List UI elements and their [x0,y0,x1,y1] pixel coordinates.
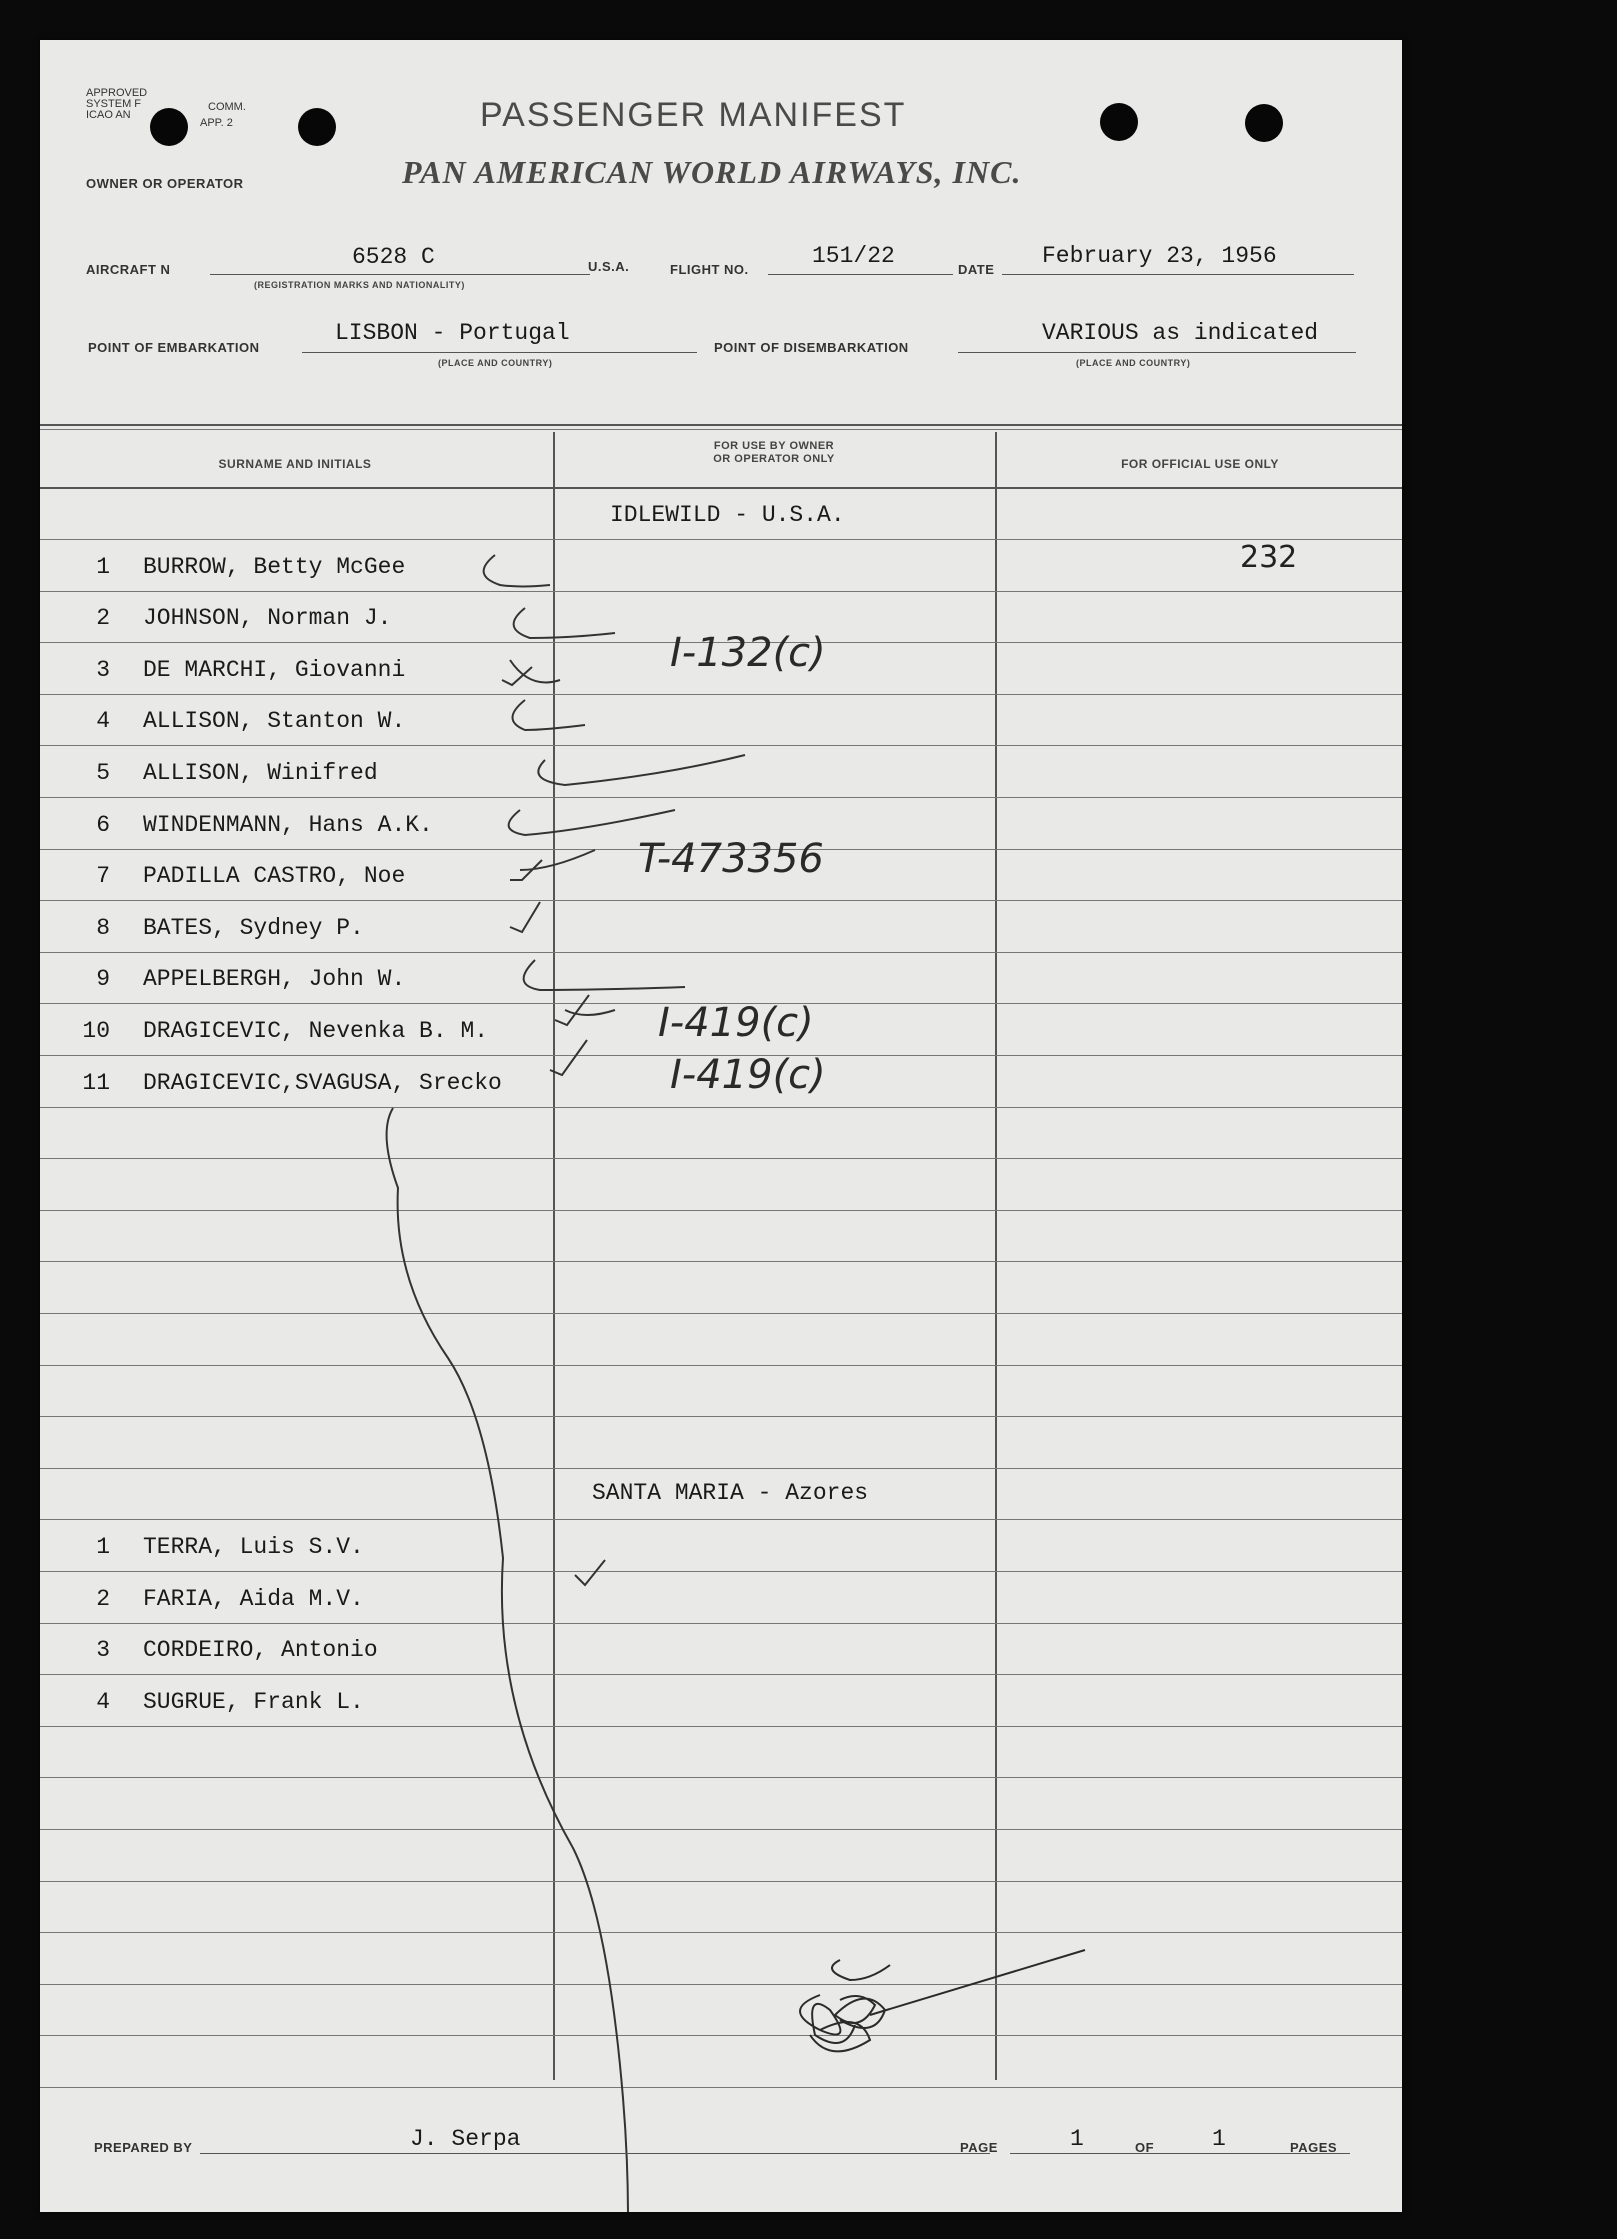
passenger-number: 4 [96,708,110,735]
approval-note-partial: COMM. [208,101,246,113]
airline-name: PAN AMERICAN WORLD AIRWAYS, INC. [402,154,1022,190]
passenger-name: PADILLA CASTRO, Noe [143,863,406,890]
prepared-by: J. Serpa [410,2126,521,2152]
passenger-name: BATES, Sydney P. [143,914,364,941]
passenger-number: 3 [96,1637,110,1664]
pen-marks [40,40,1402,2212]
col-official: FOR OFFICIAL USE ONLY [1121,457,1279,471]
passenger-name: JOHNSON, Norman J. [143,605,392,632]
passenger-number: 1 [96,553,110,580]
passenger-number: 5 [96,760,110,786]
passenger-name: ALLISON, Winifred [143,760,378,786]
owner-label: OWNER OR OPERATOR [86,176,244,191]
passenger-name: ALLISON, Stanton W. [143,708,406,735]
manifest-page [40,40,1402,2212]
date-label: DATE [958,262,995,277]
passenger-number: 3 [96,656,110,683]
passenger-name: APPELBERGH, John W. [143,966,406,993]
page-title: PASSENGER MANIFEST [480,96,907,134]
nationality: U.S.A. [588,259,630,274]
passenger-name: FARIA, Aida M.V. [143,1585,364,1612]
prepared-label: PREPARED BY [94,2140,193,2155]
passenger-number: 7 [96,863,110,890]
flight-label: FLIGHT NO. [670,262,749,277]
handwritten-note-row3: I-132(c) [670,630,826,676]
passenger-number: 9 [96,966,110,993]
passenger-number: 11 [82,1069,110,1096]
passenger-name: TERRA, Luis S.V. [143,1534,364,1560]
passenger-number: 6 [96,811,110,838]
of-label: OF [1135,2140,1155,2155]
aircraft-registration: 6528 C [352,244,435,270]
col-owner-use: FOR USE BY OWNER OR OPERATOR ONLY [713,440,835,465]
disembarkation-label: POINT OF DISEMBARKATION [714,340,909,355]
pages-label: PAGES [1290,2140,1338,2155]
passenger-name: CORDEIRO, Antonio [143,1637,378,1664]
handwritten-note-row11: I-419(c) [670,1052,826,1098]
aircraft-label: AIRCRAFT N [86,262,171,277]
col-surname: SURNAME AND INITIALS [218,457,372,471]
passenger-number: 10 [82,1018,110,1044]
section-destination-idlewild: IDLEWILD - U.S.A. [610,502,845,528]
embarkation-point: LISBON - Portugal [335,320,570,346]
page-label: PAGE [960,2140,998,2155]
disembarkation-point: VARIOUS as indicated [1042,320,1319,346]
passenger-number: 4 [96,1688,110,1715]
embarkation-sub: (PLACE AND COUNTRY) [438,358,553,368]
flight-number: 151/22 [812,243,895,269]
passenger-name: DRAGICEVIC,SVAGUSA, Srecko [143,1069,502,1096]
signature-scribble [800,1950,1085,2051]
aircraft-sub: (REGISTRATION MARKS AND NATIONALITY) [254,280,465,290]
passenger-number: 8 [96,914,110,941]
approval-note-appendix: APP. 2 [200,117,233,129]
passenger-name: BURROW, Betty McGee [143,553,406,580]
passenger-number: 1 [96,1534,110,1560]
passenger-number: 2 [96,605,110,632]
handwritten-note-row10: I-419(c) [658,1000,814,1046]
page-total: 1 [1212,2126,1226,2152]
flight-date: February 23, 1956 [1042,243,1277,269]
passenger-name: WINDENMANN, Hans A.K. [143,811,433,838]
official-entry-232: 232 [1240,540,1298,575]
page-number: 1 [1070,2126,1084,2152]
disembarkation-sub: (PLACE AND COUNTRY) [1076,358,1191,368]
passenger-name: DRAGICEVIC, Nevenka B. M. [143,1018,489,1044]
passenger-name: DE MARCHI, Giovanni [143,656,406,683]
embarkation-label: POINT OF EMBARKATION [88,340,260,355]
section-destination-santa-maria: SANTA MARIA - Azores [592,1480,869,1506]
passenger-number: 2 [96,1585,110,1612]
passenger-name: SUGRUE, Frank L. [143,1688,364,1715]
approval-note: APPROVED SYSTEM F ICAO AN [86,87,148,121]
handwritten-note-row7: T-473356 [638,836,824,882]
